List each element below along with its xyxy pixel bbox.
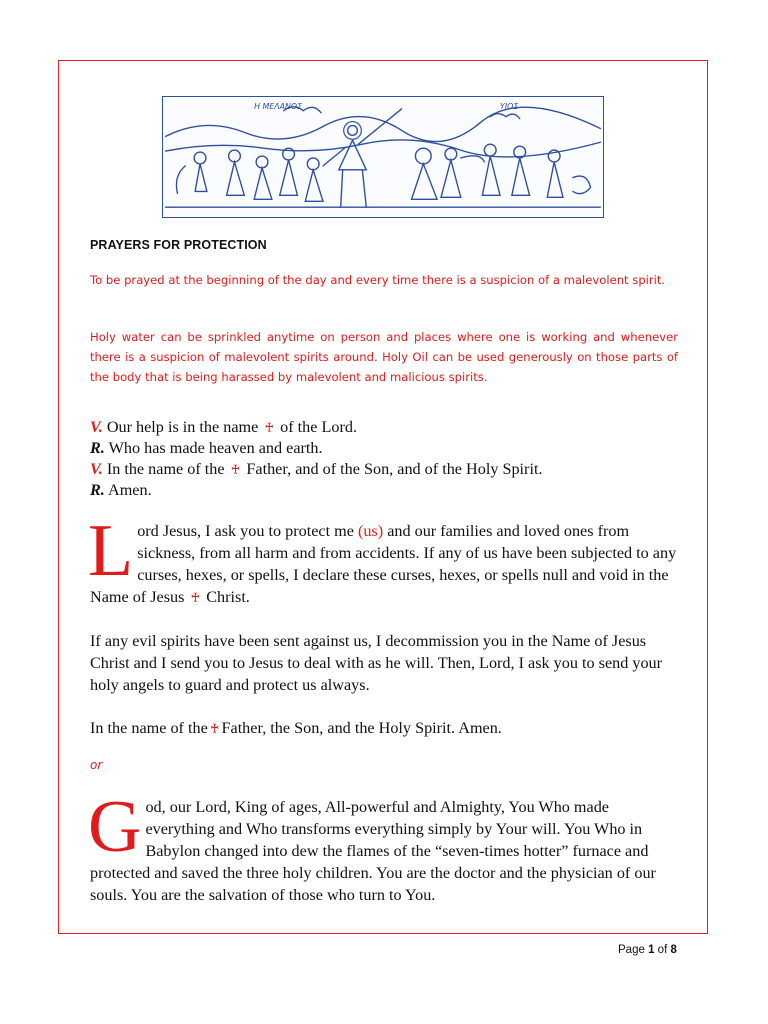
response-line [90,438,542,459]
prayer-text: Christ. [202,588,250,606]
dropcap-letter: G [88,786,142,868]
prayer-text: od, our Lord, King of ages, All-powerful and Almighty, You Who made everything and Who transforms everything simply by Your will. You Who in Babylon changed into dew the flames of the “seven-times hotter” furnace and protected and saved the three holy children. You are the doctor and the physician of our souls. You are the salvation of those who turn to You. [90,798,656,904]
response-line [90,480,542,501]
response-mark: R. [90,439,105,457]
versicle-mark: V. [90,460,103,478]
icon-scene-illustration [163,97,603,217]
versicle-text: Our help is in the name [106,418,259,436]
page-total: 8 [670,944,677,956]
prayer-text: and our families and loved ones from sickness, from all harm and from accidents. If any of us have been subjected to any curses, hexes, or spells, I declare these curses, hexes, or spells null and void in the Name of Jesus [90,522,677,606]
prayer-text: ord Jesus, I ask you to protect me [137,522,358,540]
dropcap-letter: L [88,510,134,592]
page-heading: PRAYERS FOR PROTECTION [90,238,267,252]
prayer-paragraph-3 [90,717,682,740]
header-illustration [162,96,604,218]
versicle-block [90,417,542,501]
versicle-text-after: Father, and of the Son, and of the Holy Spirit. [246,460,543,478]
page-number [618,944,677,956]
page-word: Page [618,944,645,956]
response-text: Amen. [108,481,152,499]
versicle-line [90,459,542,480]
prayer-paragraph-1 [88,510,682,609]
page-current: 1 [648,944,655,956]
versicle-mark: V. [90,418,103,436]
instruction-paragraph-1: To be prayed at the beginning of the day and every time there is a suspicion of a malevolent spirit. [90,273,666,287]
prayer-text: In the name of the [90,719,208,737]
illustration-caption-left: Η ΜΕΛΑΝΟΣ [254,101,303,111]
cross-icon: ♰ [230,462,241,477]
highlight-text: (us) [357,522,384,540]
instruction-paragraph-2: Holy water can be sprinkled anytime on person and places where one is working and whenever there is a suspicion of malevolent spirits around. Holy Oil can be used generously on those parts of the body that is being harassed by malevolent and malicious spirits. [90,330,678,384]
cross-icon: ♰ [264,420,275,435]
page-of-word: of [657,944,668,956]
cross-icon: ♰ [209,721,220,736]
versicle-text: In the name of the [106,460,225,478]
prayer-text: Father, the Son, and the Holy Spirit. Amen. [221,719,502,737]
versicle-line [90,417,542,438]
illustration-caption-right: ΥΙΟΣ [500,101,519,111]
cross-icon: ♰ [190,590,201,605]
response-text: Who has made heaven and earth. [108,439,323,457]
response-mark: R. [90,481,105,499]
or-separator: or [90,758,103,772]
prayer-paragraph-2: If any evil spirits have been sent against us, I decommission you in the Name of Jesus Christ and I send you to Jesus to deal with as he will. Then, Lord, I ask you to send your holy angels to guard and protect us always. [90,632,663,694]
prayer-paragraph-4 [88,786,682,906]
versicle-text-after: of the Lord. [280,418,358,436]
